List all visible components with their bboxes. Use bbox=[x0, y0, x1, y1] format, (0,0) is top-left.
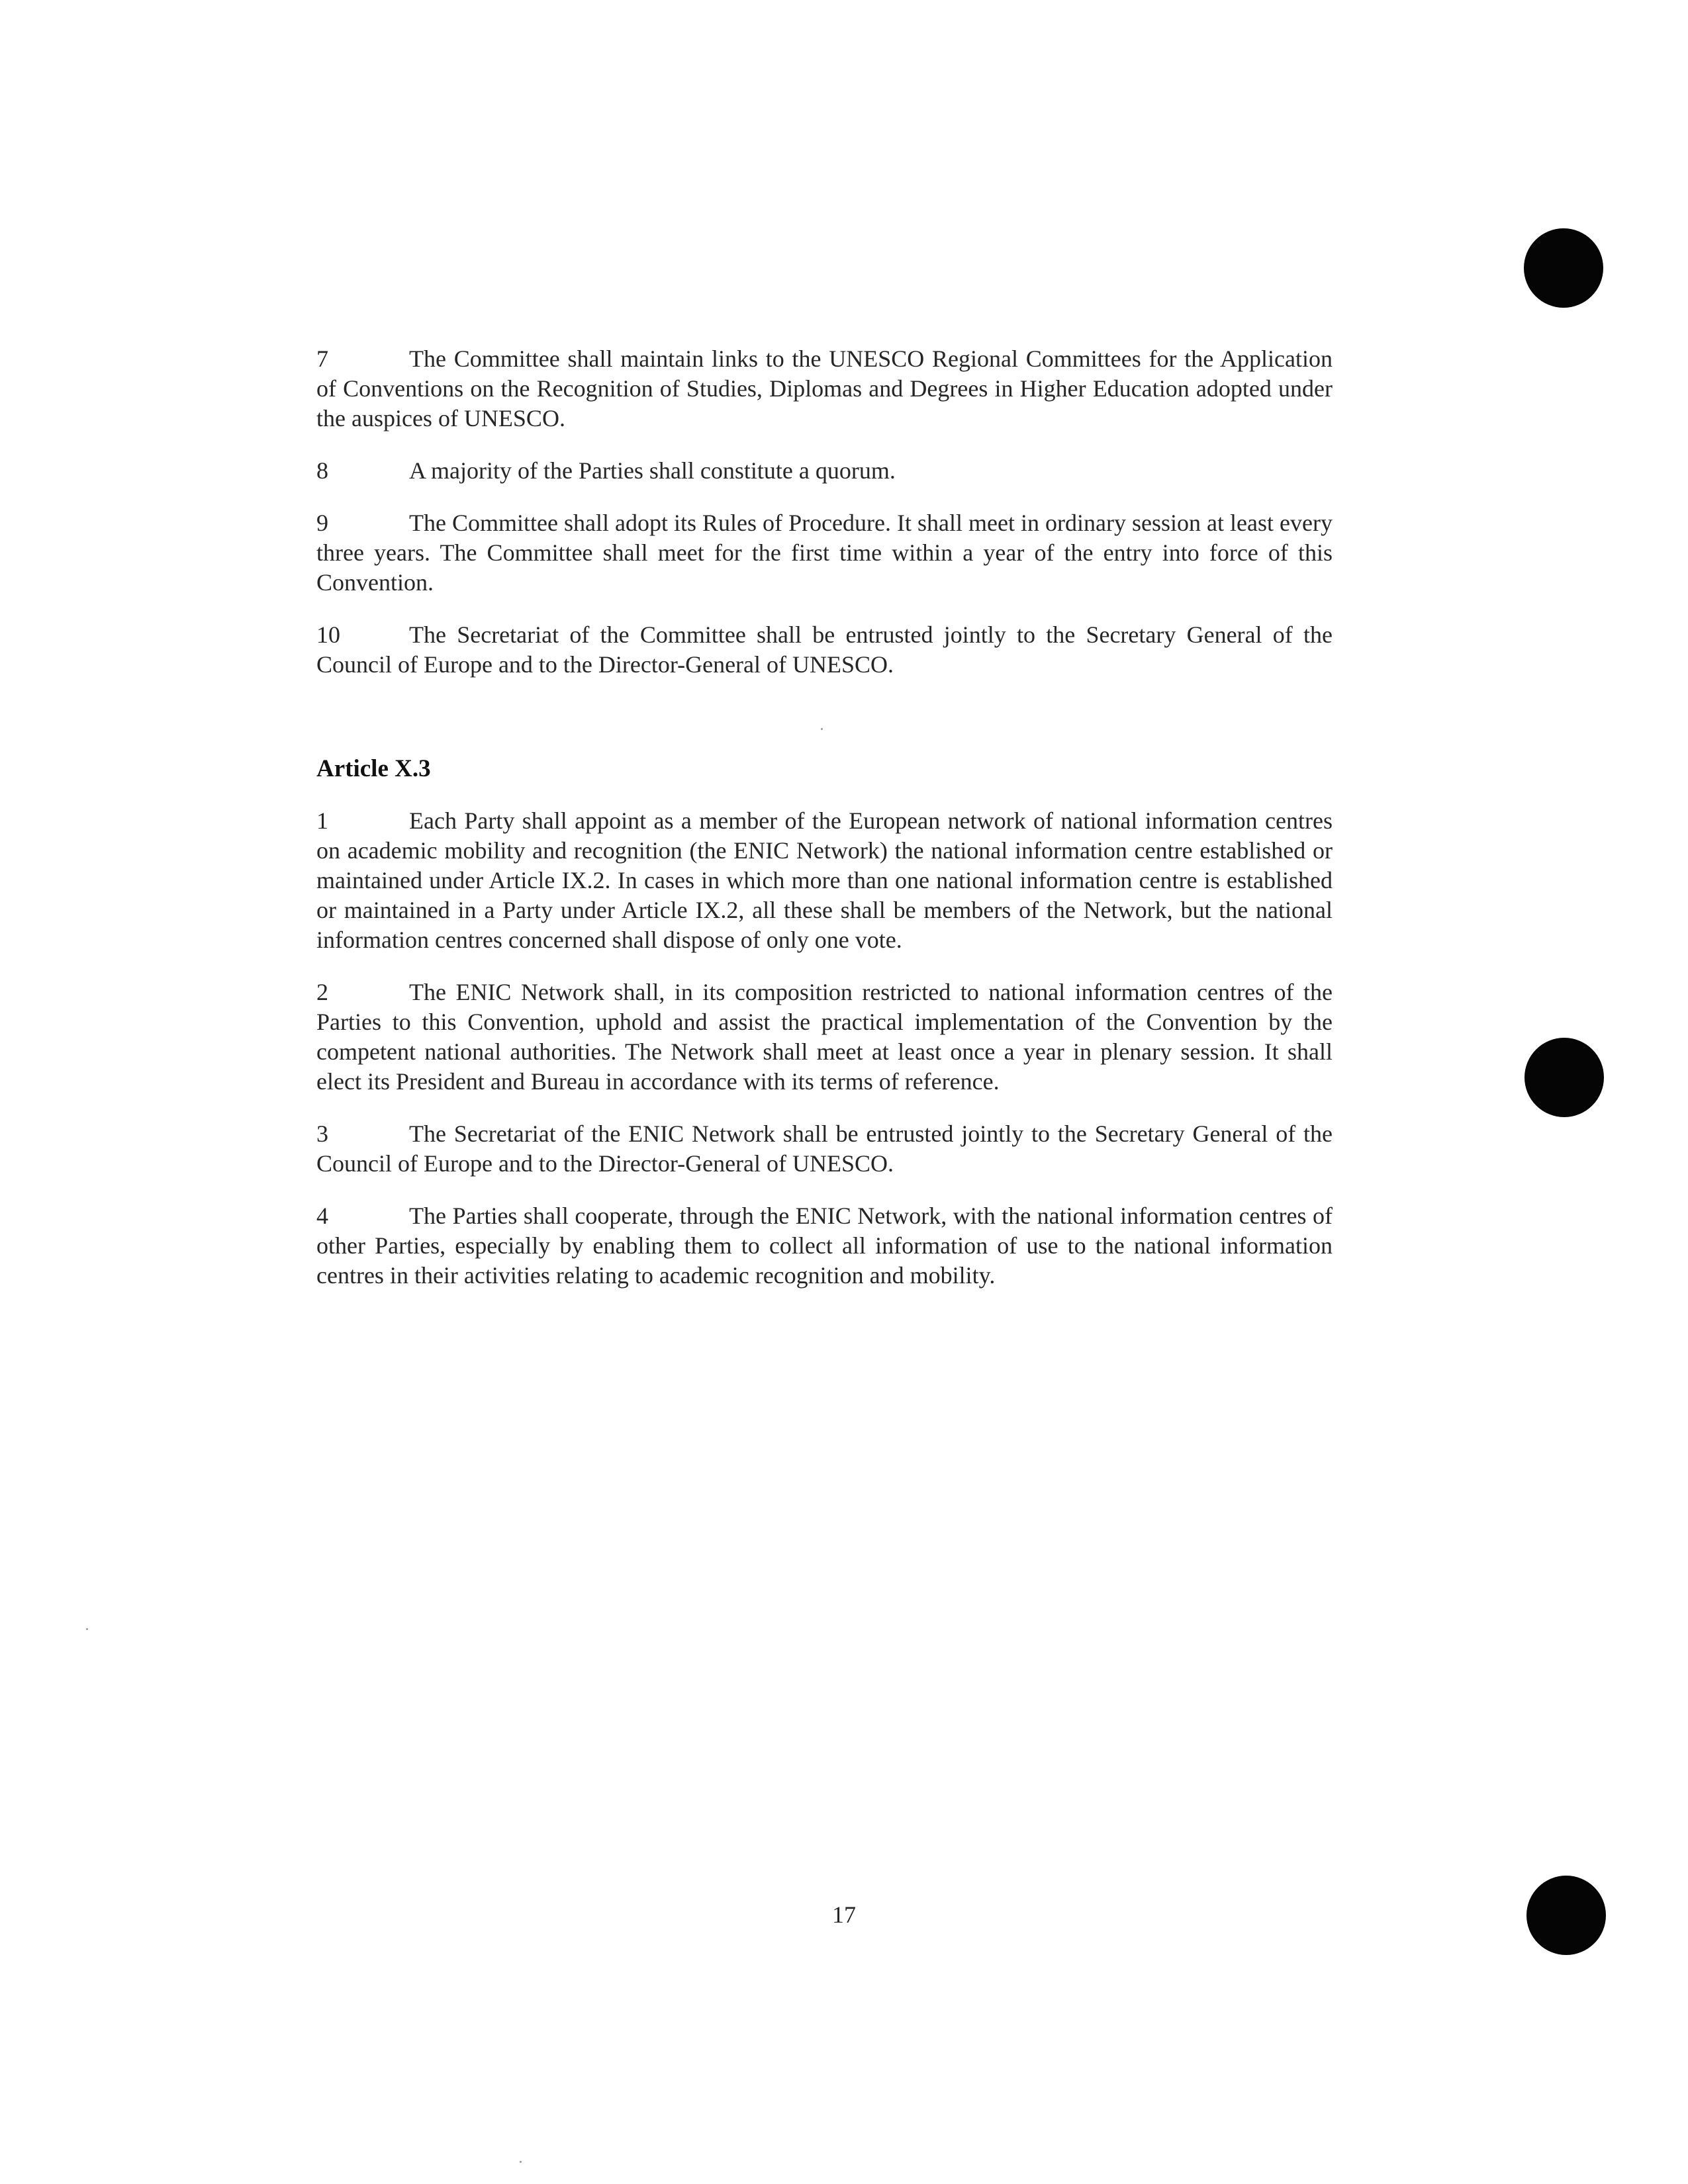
paragraph-number: 2 bbox=[316, 979, 328, 1005]
paragraph-3 bbox=[316, 1119, 1333, 1179]
paragraph-7 bbox=[316, 344, 1333, 433]
paragraph-text: A majority of the Parties shall constitute a quorum. bbox=[409, 457, 896, 484]
paragraph-text: The Parties shall cooperate, through the ENIC Network, with the national information centres of other Parties, especially by enabling them to collect all information of use to the national information centres in their activities relating to academic recognition and mobility. bbox=[316, 1203, 1333, 1289]
paragraph-number: 8 bbox=[316, 457, 328, 484]
paragraph-8 bbox=[316, 456, 1333, 486]
paragraph-9 bbox=[316, 508, 1333, 598]
paragraph-number: 4 bbox=[316, 1203, 328, 1229]
article-heading: Article X.3 bbox=[316, 755, 431, 782]
punch-hole-top bbox=[1524, 228, 1603, 308]
scan-speck bbox=[86, 1628, 88, 1630]
paragraph-2 bbox=[316, 978, 1333, 1097]
paragraph-text: The Committee shall maintain links to the UNESCO Regional Committees for the Application of Conventions on the Recognition of Studies, Diplomas and Degrees in Higher Education adopted under the auspices of UNESCO. bbox=[316, 345, 1333, 432]
paragraph-text: Each Party shall appoint as a member of the European network of national information centres on academic mobility and recognition (the ENIC Network) the national information centre established or maintained under Article IX.2. In cases in which more than one national information centre is established or maintained in a Party under Article IX.2, all these shall be members of the Network, but the national information centres concerned shall dispose of only one vote. bbox=[316, 807, 1333, 953]
paragraph-text: The ENIC Network shall, in its composition restricted to national information centres of the Parties to this Convention, uphold and assist the practical implementation of the Convention by the competent national authorities. The Network shall meet at least once a year in plenary session. It shall elect its President and Bureau in accordance with its terms of reference. bbox=[316, 979, 1333, 1095]
paragraph-text: The Committee shall adopt its Rules of Procedure. It shall meet in ordinary session at least every three years. The Committee shall meet for the first time within a year of the entry into force of this Convention. bbox=[316, 510, 1333, 596]
paragraph-1 bbox=[316, 806, 1333, 955]
paragraph-number: 3 bbox=[316, 1120, 328, 1147]
scan-speck bbox=[520, 2161, 522, 2163]
punch-hole-middle bbox=[1524, 1038, 1604, 1117]
paragraph-text: The Secretariat of the ENIC Network shall be entrusted jointly to the Secretary General of the Council of Europe and to the Director-General of UNESCO. bbox=[316, 1120, 1333, 1177]
paragraph-4 bbox=[316, 1201, 1333, 1291]
page-number: 17 bbox=[832, 1901, 856, 1928]
paragraph-number: 9 bbox=[316, 510, 328, 536]
document-body bbox=[316, 344, 1333, 1291]
paragraph-number: 1 bbox=[316, 807, 328, 834]
paragraph-10 bbox=[316, 620, 1333, 680]
paragraph-number: 10 bbox=[316, 621, 340, 648]
paragraph-number: 7 bbox=[316, 345, 328, 372]
paragraph-text: The Secretariat of the Committee shall be entrusted jointly to the Secretary General of the Council of Europe and to the Director-General of UNESCO. bbox=[316, 621, 1333, 678]
